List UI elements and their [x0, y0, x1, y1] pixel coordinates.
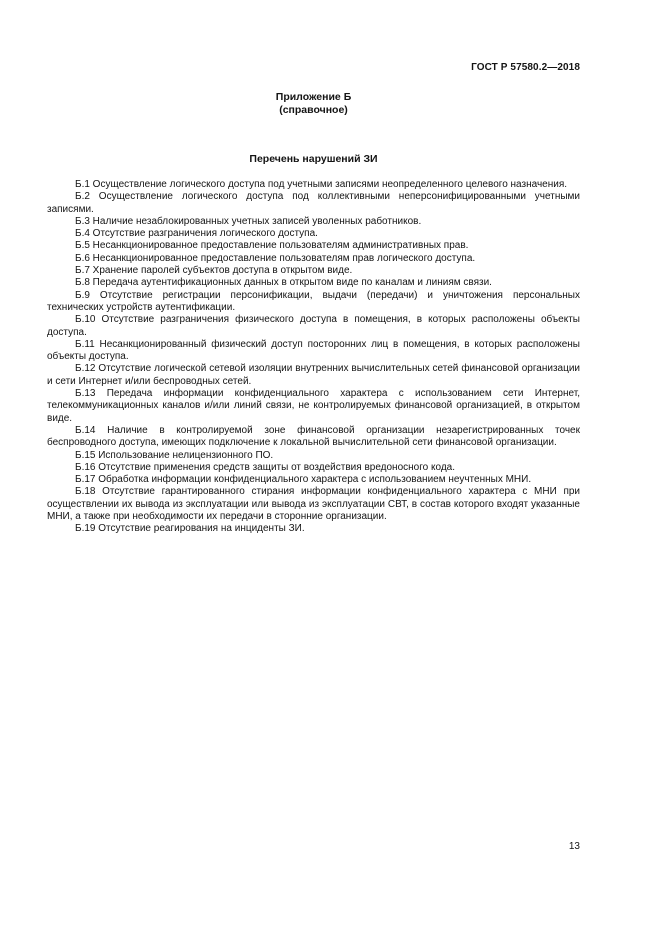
- list-item: Б.2 Осуществление логического доступа под коллективными неперсонифицированными учетными записями.: [47, 191, 580, 215]
- list-item: Б.16 Отсутствие применения средств защиты от воздействия вредоносного кода.: [75, 461, 455, 473]
- list-item: Б.9 Отсутствие регистрации персонификации, выдачи (передачи) и уничтожения персональных технических устройств аутентификации.: [47, 289, 580, 313]
- list-item: Б.4 Отсутствие разграничения логического доступа.: [75, 228, 318, 240]
- appendix-subtitle: (справочное): [279, 104, 348, 116]
- list-item: Б.18 Отсутствие гарантированного стирания информации конфиденциального характера с МНИ при осуществлении их вывода из эксплуатации или вывода из эксплуатации СВТ, в состав которого входят указанные МНИ, а также при необходимости их передачи в сторонние организации.: [47, 486, 580, 523]
- list-item: Б.7 Хранение паролей субъектов доступа в открытом виде.: [75, 265, 353, 277]
- list-item: Б.12 Отсутствие логической сетевой изоляции внутренних вычислительных сетей финансовой организации и сети Интернет и/или беспроводных сетей.: [47, 363, 580, 387]
- appendix-title: Приложение Б: [275, 91, 352, 103]
- list-item: Б.5 Несанкционированное предоставление пользователям административных прав.: [75, 240, 469, 252]
- section-heading: Перечень нарушений ЗИ: [249, 153, 378, 165]
- violations-list: [47, 179, 580, 536]
- list-item: Б.3 Наличие незаблокированных учетных записей уволенных работников.: [75, 215, 422, 227]
- list-item: Б.19 Отсутствие реагирования на инциденты ЗИ.: [75, 523, 305, 535]
- list-item: Б.17 Обработка информации конфиденциального характера с использованием неучтенных МНИ.: [75, 474, 532, 486]
- list-item: Б.15 Использование нелицензионного ПО.: [75, 449, 274, 461]
- list-item: Б.13 Передача информации конфиденциального характера с использованием сети Интернет, телекоммуникационных каналов и/или линий связи, не контролируемых финансовой организацией, в открытом виде.: [47, 388, 580, 424]
- list-item: Б.1 Осуществление логического доступа под учетными записями неопределенного целевого назначения.: [75, 179, 568, 190]
- list-item: Б.10 Отсутствие разграничения физического доступа в помещения, в которых расположены объекты доступа.: [47, 314, 580, 338]
- list-item: Б.11 Несанкционированный физический доступ посторонних лиц в помещения, в которых расположены объекты доступа.: [47, 338, 580, 363]
- doc-code-header: ГОСТ Р 57580.2—2018: [471, 62, 580, 73]
- list-item: Б.8 Передача аутентификационных данных в открытом виде по каналам и линиям связи.: [75, 277, 492, 289]
- list-item: Б.6 Несанкционированное предоставление пользователям прав логического доступа.: [75, 252, 476, 264]
- page-number: 13: [568, 841, 580, 852]
- list-item: Б.14 Наличие в контролируемой зоне финансовой организации незарегистрированных точек беспроводного доступа, имеющих подключение к локальной вычислительной сети финансовой организации.: [47, 424, 580, 449]
